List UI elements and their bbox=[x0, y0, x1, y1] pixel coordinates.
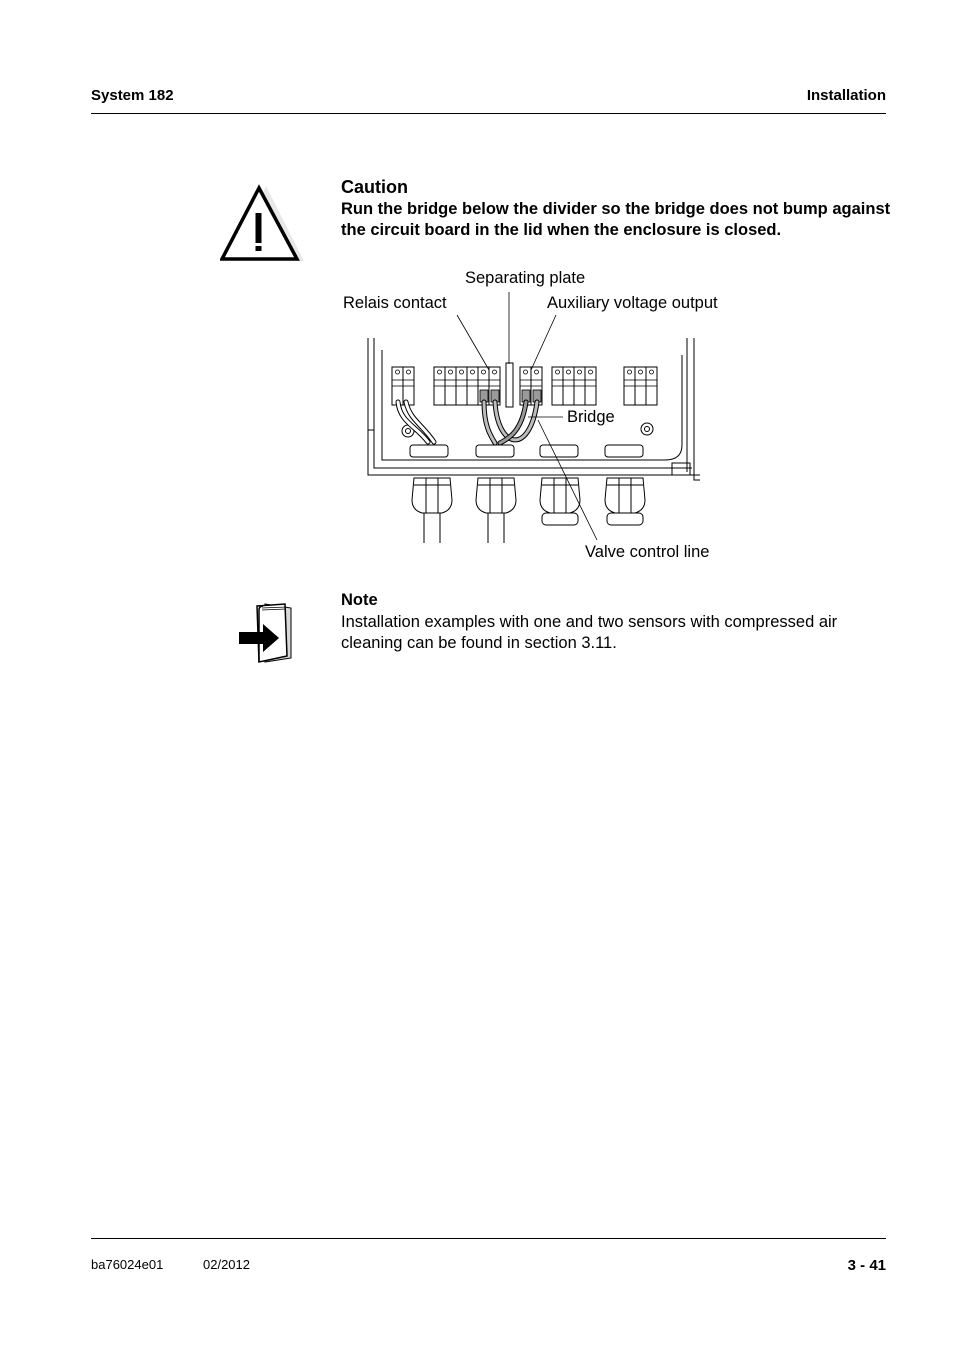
label-valve-control-line: Valve control line bbox=[585, 543, 710, 561]
footer-doc-id: ba76024e01 bbox=[91, 1257, 164, 1272]
label-auxiliary-voltage-output: Auxiliary voltage output bbox=[547, 294, 718, 312]
caution-text: Run the bridge below the divider so the bridge does not bump against the circuit board in the lid when the enclosure is closed. bbox=[341, 200, 891, 239]
footer-date: 02/2012 bbox=[203, 1257, 250, 1272]
note-text: Installation examples with one and two sensors with compressed air cleaning can be found in section 3.11. bbox=[341, 613, 838, 652]
label-relais-contact: Relais contact bbox=[343, 294, 447, 312]
header-title: System 182 bbox=[91, 87, 174, 104]
header-rule bbox=[91, 113, 886, 114]
warning-icon bbox=[220, 183, 304, 263]
label-bridge: Bridge bbox=[567, 408, 615, 426]
caution-title: Caution bbox=[341, 177, 408, 197]
header-section: Installation bbox=[806, 87, 886, 104]
label-separating-plate: Separating plate bbox=[465, 269, 586, 287]
footer-rule bbox=[91, 1238, 886, 1239]
book-note-icon bbox=[237, 602, 295, 664]
page-number: 3 - 41 bbox=[847, 1257, 886, 1274]
terminal-wiring-diagram bbox=[360, 330, 705, 545]
note-title: Note bbox=[341, 591, 378, 609]
